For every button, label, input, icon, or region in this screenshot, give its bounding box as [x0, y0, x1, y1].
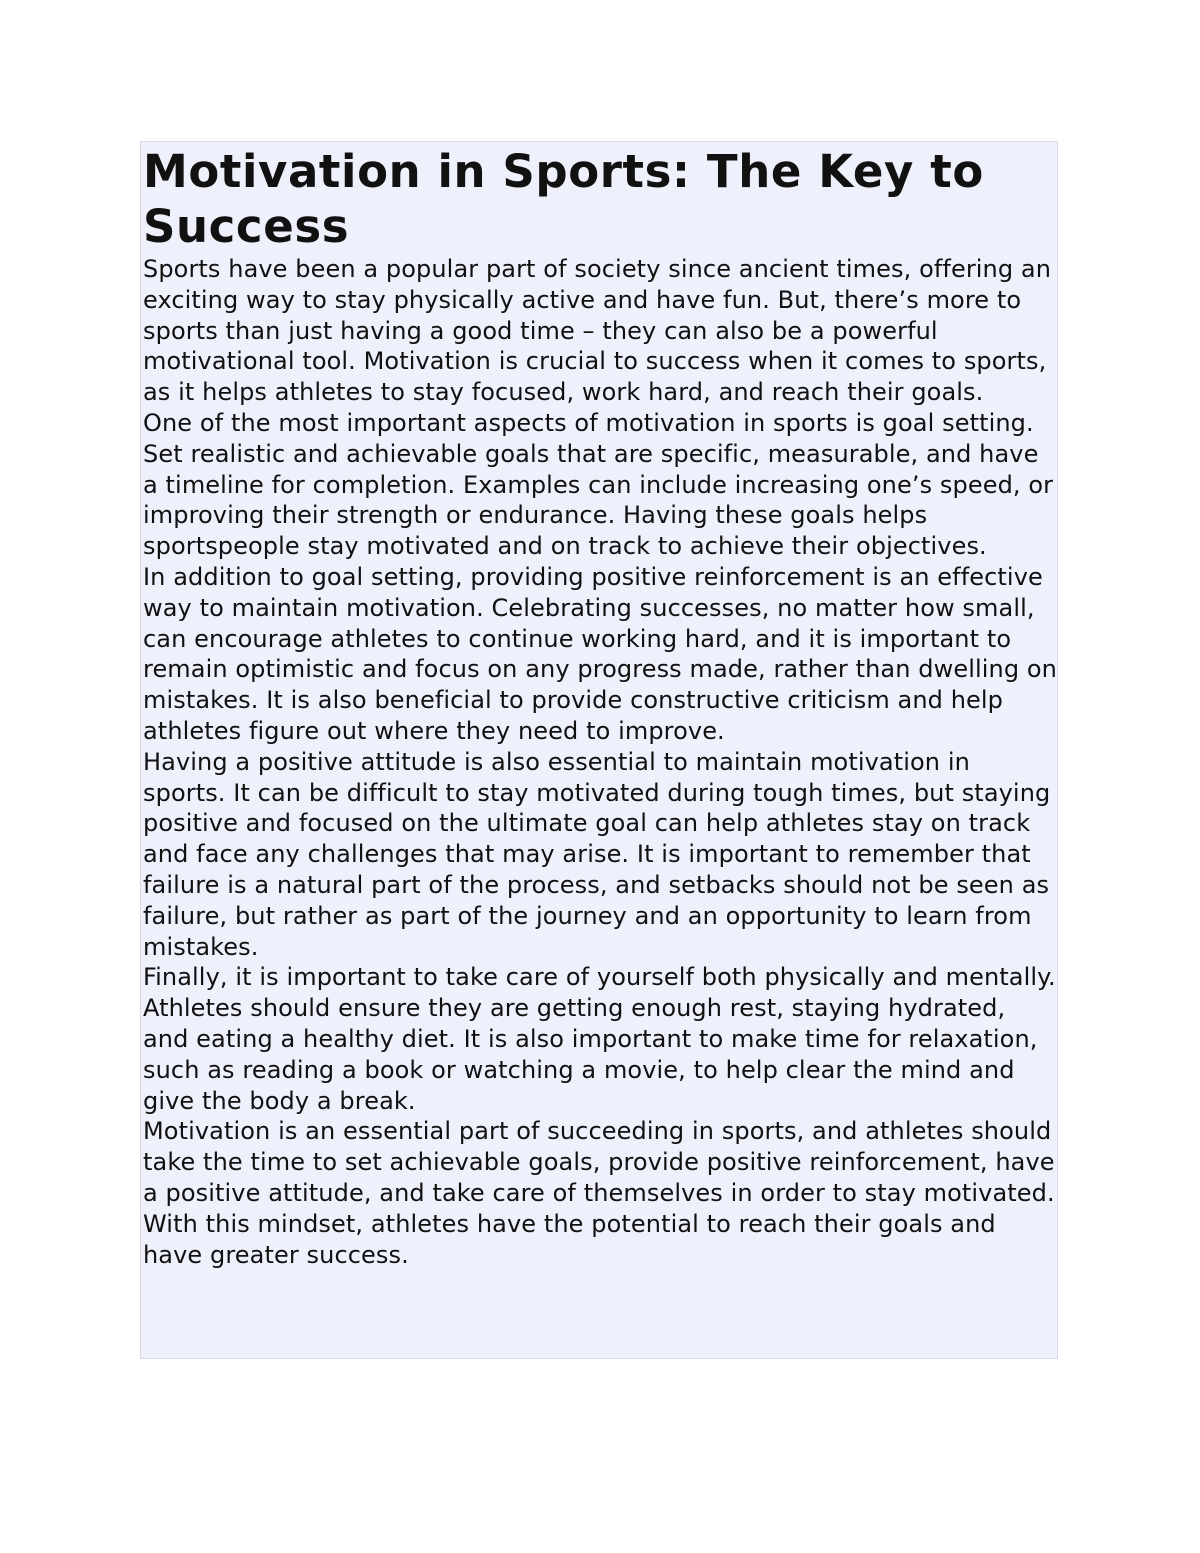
paragraph-goal-setting: One of the most important aspects of motivation in sports is goal setting. Set realistic and achievable goals that are specific, measurable, and have a timeline for completion. Examples can include increasing one’s speed, or improving their strength or endurance. Having these goals helps sportspeople stay motivated and on track to achieve their objectives. — [143, 408, 1054, 561]
article-body — [140, 141, 1058, 1359]
article-title: Motivation in Sports: The Key to Success — [143, 145, 984, 253]
paragraph-positive-attitude: Having a positive attitude is also essential to maintain motivation in sports. It can be difficult to stay motivated during tough times, but staying positive and focused on the ultimate goal can help athletes stay on track and face any challenges that may arise. It is important to remember that failure is a natural part of the process, and setbacks should not be seen as failure, but rather as part of the journey and an opportunity to learn from mistakes. — [143, 747, 1051, 961]
paragraph-positive-reinforcement: In addition to goal setting, providing positive reinforcement is an effective way to maintain motivation. Celebrating successes, no matter how small, can encourage athletes to continue working hard, and it is important to remain optimistic and focus on any progress made, rather than dwelling on mistakes. It is also beneficial to provide constructive criticism and help athletes figure out where they need to improve. — [143, 562, 1057, 745]
paragraph-self-care: Finally, it is important to take care of yourself both physically and mentally. Athletes should ensure they are getting enough rest, staying hydrated, and eating a healthy diet. It is also important to make time for relaxation, such as reading a book or watching a movie, to help clear the mind and give the body a break. — [143, 963, 1056, 1115]
paragraph-intro: Sports have been a popular part of society since ancient times, offering an exciting way to stay physically active and have fun. But, there’s more to sports than just having a good time – they can also be a powerful motivational tool. Motivation is crucial to success when it comes to sports, as it helps athletes to stay focused, work hard, and reach their goals. — [143, 255, 1052, 407]
paragraph-conclusion: Motivation is an essential part of succeeding in sports, and athletes should take the time to set achievable goals, provide positive reinforcement, have a positive attitude, and take care of themselves in order to stay motivated. With this mindset, athletes have the potential to reach their goals and have greater success. — [143, 1117, 1055, 1269]
